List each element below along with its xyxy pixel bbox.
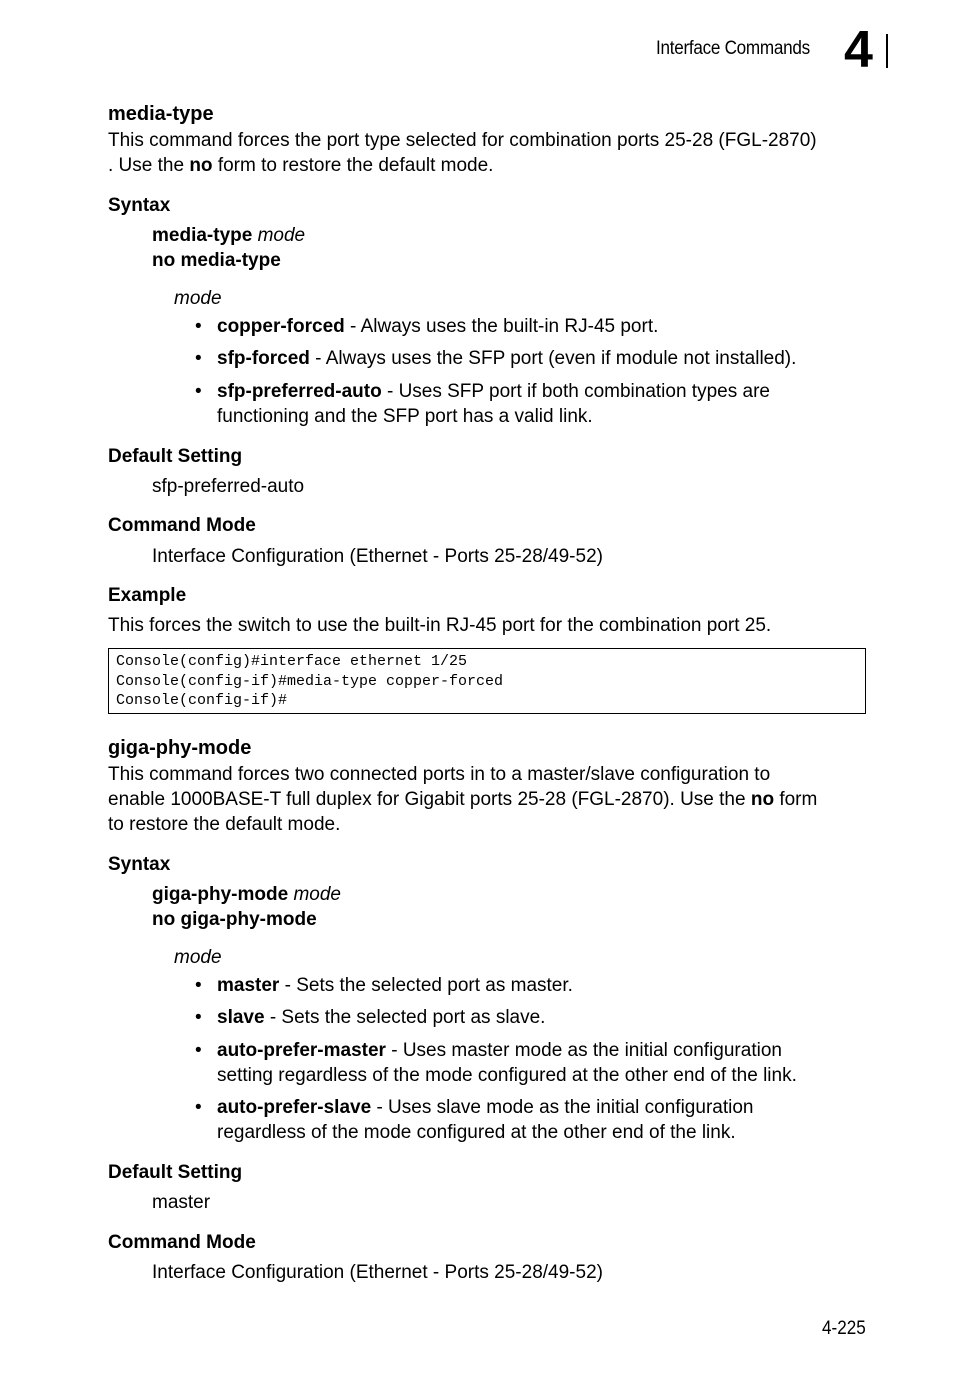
- option-desc: - Sets the selected port as master.: [279, 975, 573, 996]
- example-description: This forces the switch to use the built-in RJ-45 port for the combination port 25.: [108, 615, 772, 636]
- syntax-block: [152, 882, 341, 932]
- syntax-param: mode: [293, 884, 341, 905]
- bullet-icon: •: [195, 1007, 202, 1028]
- section-title-giga-phy-mode: giga-phy-mode: [108, 737, 252, 759]
- syntax-block: [152, 223, 305, 273]
- list-item: [195, 973, 573, 998]
- command-mode-heading: Command Mode: [108, 515, 256, 536]
- desc-text: . Use the: [108, 155, 190, 176]
- desc-line: to restore the default mode.: [108, 814, 341, 835]
- option-term: slave: [217, 1007, 265, 1028]
- param-name: mode: [174, 947, 222, 968]
- no-keyword: no: [189, 155, 213, 176]
- running-header: Interface Commands: [656, 38, 810, 59]
- no-keyword: no: [750, 789, 775, 810]
- bullet-icon: •: [195, 1040, 202, 1061]
- list-item: [195, 1005, 546, 1030]
- section-title-media-type: media-type: [108, 103, 214, 125]
- option-desc: - Sets the selected port as slave.: [264, 1007, 546, 1028]
- option-desc: - Uses SFP port if both combination types are: [381, 381, 770, 402]
- list-item: [195, 379, 770, 429]
- option-term: auto-prefer-slave: [217, 1097, 372, 1118]
- bullet-icon: •: [195, 975, 202, 996]
- option-desc: - Always uses the built-in RJ-45 port.: [344, 316, 659, 337]
- media-type-description: [108, 128, 817, 178]
- bullet-icon: •: [195, 316, 202, 337]
- desc-line: This command forces the port type selected for combination ports 25-28 (FGL-2870): [108, 130, 817, 151]
- option-term: master: [217, 975, 280, 996]
- syntax-heading: Syntax: [108, 854, 171, 875]
- syntax-command: media-type: [152, 225, 253, 246]
- param-name: mode: [174, 288, 222, 309]
- list-item: [195, 314, 659, 339]
- bullet-icon: •: [195, 348, 202, 369]
- desc-text: enable 1000BASE-T full duplex for Gigabit ports 25-28 (FGL-2870). Use the: [108, 789, 751, 810]
- example-heading: Example: [108, 585, 187, 606]
- option-desc: - Uses master mode as the initial configuration: [385, 1040, 782, 1061]
- desc-line: This command forces two connected ports in to a master/slave configuration to: [108, 764, 771, 785]
- default-setting-value: master: [152, 1192, 211, 1213]
- syntax-no-form: no giga-phy-mode: [152, 909, 317, 930]
- option-desc-cont: functioning and the SFP port has a valid link.: [217, 406, 593, 427]
- syntax-command: giga-phy-mode: [152, 884, 289, 905]
- command-mode-value: Interface Configuration (Ethernet - Ports 25-28/49-52): [152, 1262, 603, 1283]
- page-number: 4-225: [822, 1318, 866, 1339]
- syntax-heading: Syntax: [108, 195, 171, 216]
- giga-phy-mode-description: [108, 762, 817, 837]
- code-line: Console(config-if)#media-type copper-forced: [116, 672, 504, 690]
- desc-line: [108, 787, 817, 812]
- default-setting-heading: Default Setting: [108, 1162, 243, 1183]
- chapter-number: 4: [844, 21, 873, 79]
- desc-line: [108, 153, 817, 178]
- command-mode-heading: Command Mode: [108, 1232, 256, 1253]
- syntax-no-form: no media-type: [152, 250, 281, 271]
- default-setting-value: sfp-preferred-auto: [152, 476, 305, 497]
- bullet-icon: •: [195, 1097, 202, 1118]
- option-desc: - Always uses the SFP port (even if module not installed).: [309, 348, 797, 369]
- desc-text: form: [774, 789, 818, 810]
- code-example: [108, 648, 866, 714]
- list-item: [195, 1095, 754, 1145]
- command-mode-value: Interface Configuration (Ethernet - Ports 25-28/49-52): [152, 546, 603, 567]
- code-line: Console(config-if)#: [116, 692, 288, 709]
- option-desc-cont: setting regardless of the mode configured at the other end of the link.: [217, 1065, 797, 1086]
- syntax-line: [152, 882, 341, 907]
- chapter-tab: [844, 21, 888, 79]
- syntax-param: mode: [257, 225, 306, 246]
- list-item: [195, 1038, 797, 1088]
- option-desc-cont: regardless of the mode configured at the other end of the link.: [217, 1122, 736, 1143]
- option-term: sfp-forced: [217, 348, 310, 369]
- default-setting-heading: Default Setting: [108, 446, 243, 467]
- option-term: sfp-preferred-auto: [217, 381, 382, 402]
- option-term: copper-forced: [217, 316, 345, 337]
- list-item: [195, 346, 797, 371]
- desc-text: form to restore the default mode.: [212, 155, 494, 176]
- option-desc: - Uses slave mode as the initial configuration: [371, 1097, 754, 1118]
- syntax-line: [152, 223, 305, 248]
- code-line: Console(config)#interface ethernet 1/25: [116, 653, 468, 670]
- option-term: auto-prefer-master: [217, 1040, 386, 1061]
- bullet-icon: •: [195, 381, 202, 402]
